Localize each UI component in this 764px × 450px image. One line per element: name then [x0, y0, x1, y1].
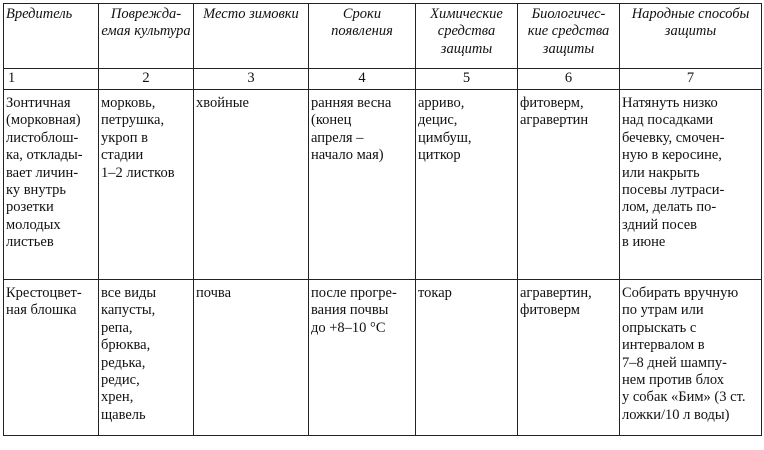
header-biological: Биологичес- кие средства защиты	[518, 4, 620, 69]
column-number-row	[4, 69, 762, 90]
header-wintering: Место зимовки	[194, 4, 309, 69]
pest-table	[3, 3, 762, 436]
column-number: 7	[620, 69, 762, 90]
header-chemical: Химические средства защиты	[416, 4, 518, 69]
header-timing: Сроки появления	[309, 4, 416, 69]
cell-biological: агравертин, фитоверм	[518, 280, 620, 436]
cell-folk: Натянуть низко над посадками бечевку, смочен- ную в керосине, или накрыть посевы лутраси- лом, делать по- здний посев в июне	[620, 90, 762, 280]
cell-crop: все виды капусты, репа, брюква, редька, редис, хрен, щавель	[99, 280, 194, 436]
column-number: 3	[194, 69, 309, 90]
header-row	[4, 4, 762, 69]
cell-timing: после прогре- вания почвы до +8–10 °С	[309, 280, 416, 436]
header-folk: Народные способы защиты	[620, 4, 762, 69]
cell-crop: морковь, петрушка, укроп в стадии 1–2 листков	[99, 90, 194, 280]
column-number: 1	[4, 69, 99, 90]
table-row	[4, 90, 762, 280]
cell-pest: Крестоцвет- ная блошка	[4, 280, 99, 436]
cell-wintering: почва	[194, 280, 309, 436]
cell-timing: ранняя весна (конец апреля – начало мая)	[309, 90, 416, 280]
cell-chemical: арриво, децис, цимбуш, циткор	[416, 90, 518, 280]
header-crop: Поврежда- емая культура	[99, 4, 194, 69]
header-pest: Вредитель	[4, 4, 99, 69]
cell-wintering: хвойные	[194, 90, 309, 280]
column-number: 2	[99, 69, 194, 90]
cell-biological: фитоверм, агравертин	[518, 90, 620, 280]
cell-pest: Зонтичная (морковная) листоблош- ка, отклады- вает личин- ку внутрь розетки молодых листьев	[4, 90, 99, 280]
table-row	[4, 280, 762, 436]
column-number: 6	[518, 69, 620, 90]
cell-chemical: токар	[416, 280, 518, 436]
cell-folk: Собирать вручную по утрам или опрыскать с интервалом в 7–8 дней шампу- нем против блох у собак «Бим» (3 ст. ложки/10 л воды)	[620, 280, 762, 436]
column-number: 4	[309, 69, 416, 90]
column-number: 5	[416, 69, 518, 90]
